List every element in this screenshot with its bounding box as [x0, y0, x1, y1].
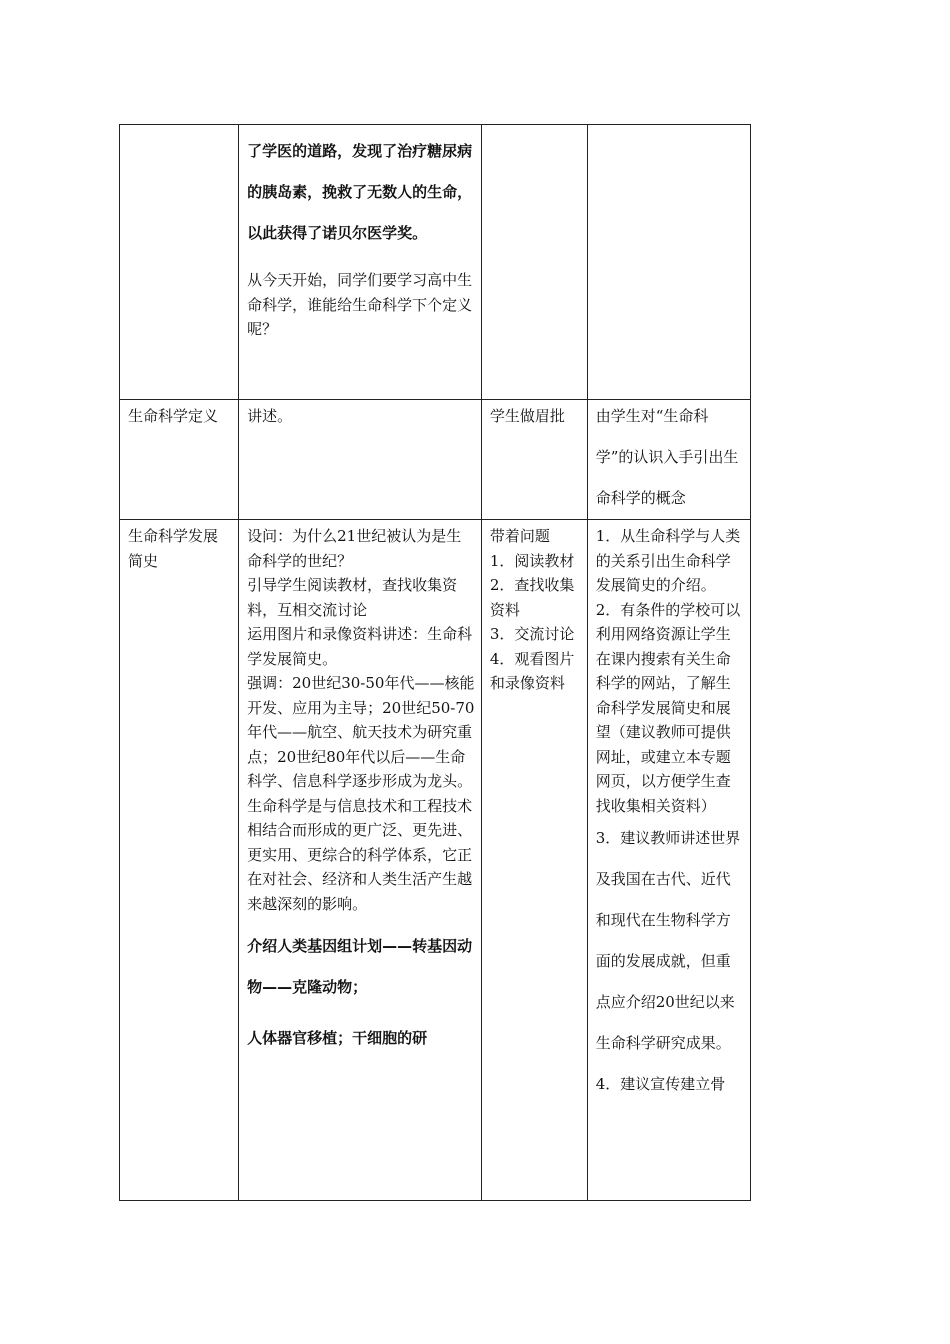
notes-cell [587, 125, 750, 400]
notes-cell [587, 520, 750, 1201]
student-text: 带着问题 1．阅读教材 2．查找收集资料 3．交流讨论 4．观看图片和录像资料 [489, 527, 575, 692]
teacher-bold-text: 了学医的道路，发现了治疗糖尿病的胰岛素，挽救了无数人的生命，以此获得了诺贝尔医学奖。 [247, 142, 473, 242]
lesson-plan-table [119, 124, 751, 1201]
student-activity-cell: 学生做眉批 [481, 400, 587, 520]
student-activity-cell [481, 125, 587, 400]
stage-cell: 生命科学定义 [120, 400, 239, 520]
teacher-activity-cell [239, 125, 482, 400]
notes-text: 由学生对“生命科学”的认识入手引出生命科学的概念 [595, 407, 739, 507]
teacher-bold-text: 人体器官移植；干细胞的研 [247, 1029, 428, 1047]
notes-text: 4．建议宣传建立骨 [595, 1075, 726, 1093]
teacher-activity-cell [239, 520, 482, 1201]
teacher-activity-cell: 讲述。 [239, 400, 482, 520]
notes-text: 3．建议教师讲述世界及我国在古代、近代和现代在生物科学方面的发展成就，但重点应介绍20世纪以来生命科学研究成果。 [595, 829, 741, 1052]
teacher-bold-text: 介绍人类基因组计划——转基因动物——克隆动物； [247, 937, 473, 996]
stage-cell: 生命科学发展简史 [120, 520, 239, 1201]
table-row [120, 400, 751, 520]
teacher-text: 设问：为什么21世纪被认为是生命科学的世纪？ 引导学生阅读教材，查找收集资料，互相交流讨论 运用图片和录像资料讲述：生命科学发展简史。 强调：20世纪30-50年代——核能开发、应用为主导；20世纪50-70年代——航空、航天技术为研究重点；20世纪80年代以后——生命科学、信息科学逐步形成为龙头。生命科学是与信息技术和工程技术相结合而形成的更广泛、更先进、更实用、更综合的科学体系，它正在对社会、经济和人类生活产生越来越深刻的影响。 [247, 527, 475, 913]
teacher-text: 从今天开始，同学们要学习高中生命科学，谁能给生命科学下个定义呢？ [247, 271, 473, 338]
notes-cell [587, 400, 750, 520]
stage-cell [120, 125, 239, 400]
table-row [120, 520, 751, 1201]
table-row [120, 125, 751, 400]
student-activity-cell [481, 520, 587, 1201]
notes-text: 1．从生命科学与人类的关系引出生命科学发展简史的介绍。 2．有条件的学校可以利用网络资源让学生在课内搜索有关生命科学的网站，了解生命科学发展简史和展望（建议教师可提供网址，或建立本专题网页，以方便学生查找收集相关资料） [595, 527, 741, 815]
